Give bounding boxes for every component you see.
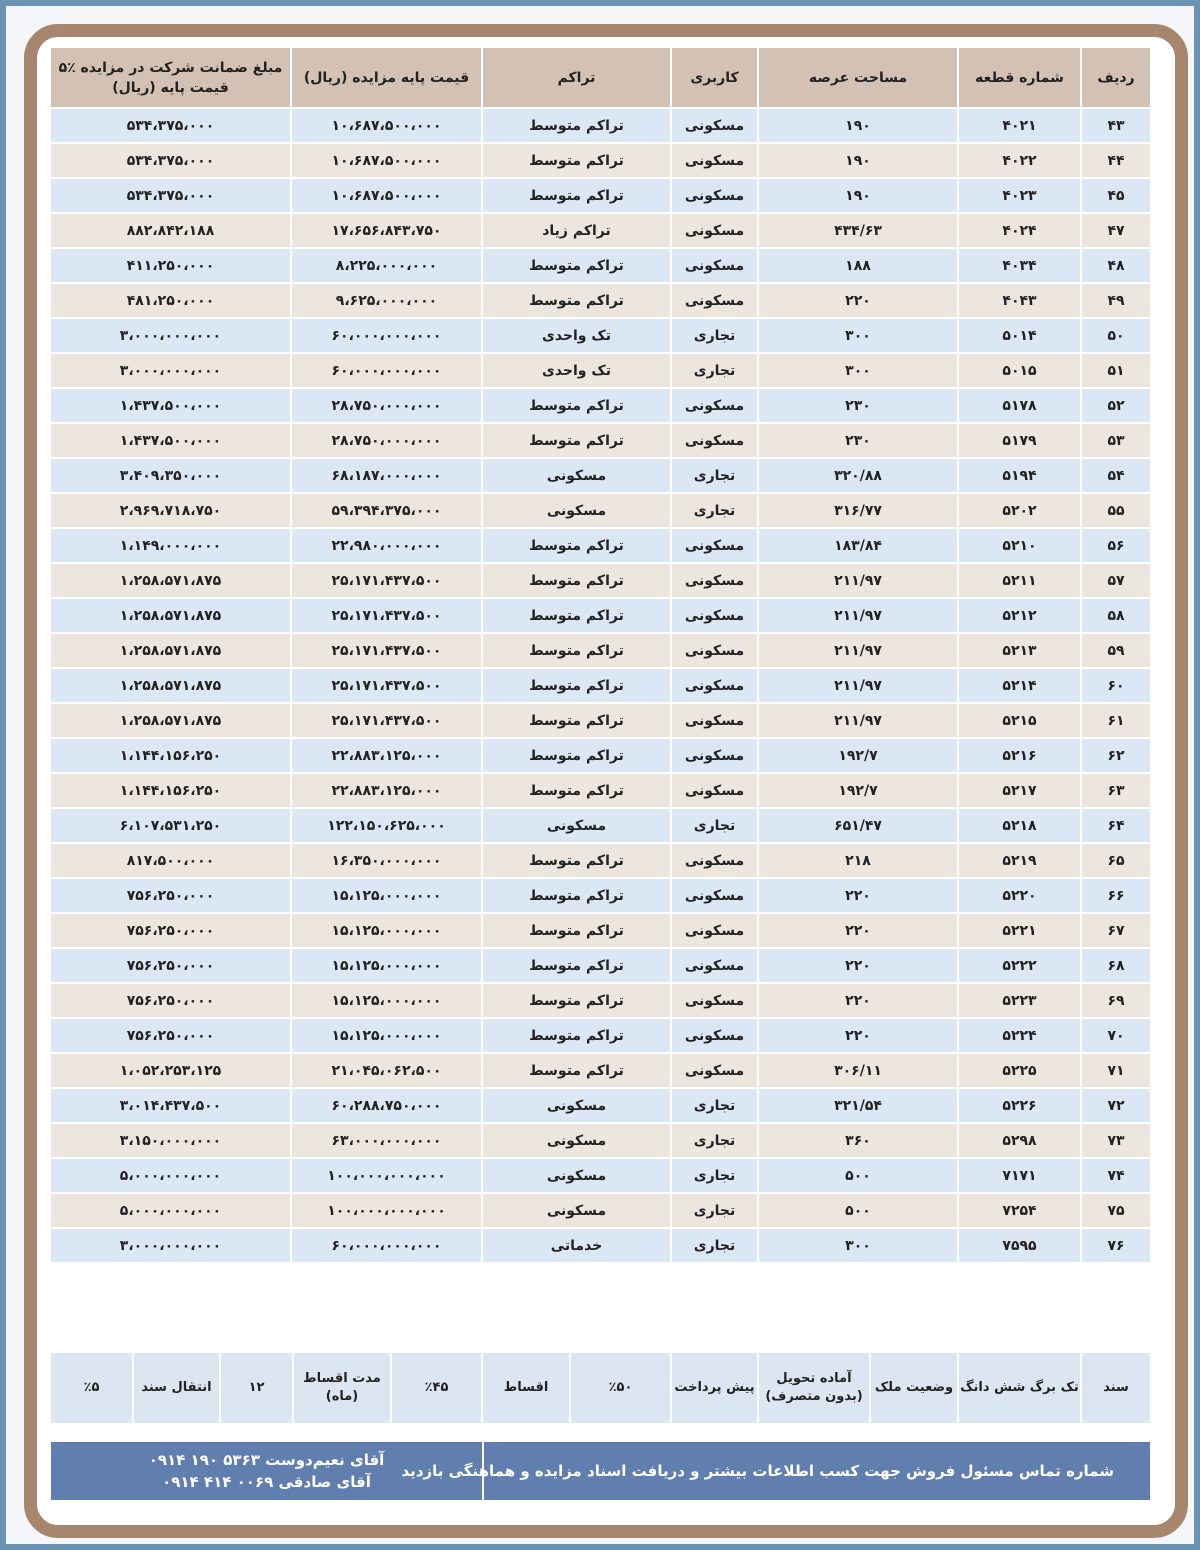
- cell-density: تراکم متوسط: [482, 283, 671, 318]
- cell-usage: تجاری: [671, 808, 758, 843]
- table-row: [50, 353, 1151, 388]
- cell-usage: مسکونی: [671, 668, 758, 703]
- cell-usage: مسکونی: [671, 283, 758, 318]
- cell-row-number: ۶۵: [1081, 843, 1151, 878]
- cell-plot-number: ۴۰۴۳: [958, 283, 1081, 318]
- cell-usage: مسکونی: [671, 983, 758, 1018]
- term-installments-value: ٪۴۵: [391, 1352, 482, 1424]
- cell-plot-number: ۵۲۲۱: [958, 913, 1081, 948]
- cell-row-number: ۵۵: [1081, 493, 1151, 528]
- cell-density: تراکم متوسط: [482, 423, 671, 458]
- cell-guarantee: ۵،۰۰۰،۰۰۰،۰۰۰: [50, 1158, 291, 1193]
- cell-area: ۳۰۶/۱۱: [758, 1053, 958, 1088]
- cell-usage: مسکونی: [671, 388, 758, 423]
- auction-table: [49, 46, 1152, 1264]
- cell-usage: مسکونی: [671, 843, 758, 878]
- cell-plot-number: ۷۲۵۴: [958, 1193, 1081, 1228]
- cell-row-number: ۶۰: [1081, 668, 1151, 703]
- cell-plot-number: ۵۰۱۵: [958, 353, 1081, 388]
- cell-guarantee: ۱،۲۵۸،۵۷۱،۸۷۵: [50, 598, 291, 633]
- term-status-label: وضعیت ملک: [870, 1352, 958, 1424]
- cell-base-price: ۲۸،۷۵۰،۰۰۰،۰۰۰: [291, 388, 482, 423]
- cell-base-price: ۱۷،۶۵۶،۸۴۳،۷۵۰: [291, 213, 482, 248]
- cell-base-price: ۲۸،۷۵۰،۰۰۰،۰۰۰: [291, 423, 482, 458]
- table-row: [50, 773, 1151, 808]
- cell-usage: مسکونی: [671, 423, 758, 458]
- cell-row-number: ۶۹: [1081, 983, 1151, 1018]
- cell-area: ۲۱۸: [758, 843, 958, 878]
- cell-guarantee: ۶،۱۰۷،۵۳۱،۲۵۰: [50, 808, 291, 843]
- cell-guarantee: ۲،۹۶۹،۷۱۸،۷۵۰: [50, 493, 291, 528]
- cell-density: خدماتی: [482, 1228, 671, 1263]
- col-header-plot-number: شماره قطعه: [958, 47, 1081, 108]
- cell-row-number: ۶۲: [1081, 738, 1151, 773]
- table-row: [50, 1228, 1151, 1263]
- table-row: [50, 1123, 1151, 1158]
- cell-area: ۲۱۱/۹۷: [758, 563, 958, 598]
- cell-usage: مسکونی: [671, 773, 758, 808]
- cell-plot-number: ۵۲۱۲: [958, 598, 1081, 633]
- cell-plot-number: ۵۲۲۳: [958, 983, 1081, 1018]
- cell-plot-number: ۵۲۱۸: [958, 808, 1081, 843]
- cell-density: تراکم متوسط: [482, 703, 671, 738]
- cell-plot-number: ۵۲۱۰: [958, 528, 1081, 563]
- cell-usage: مسکونی: [671, 1018, 758, 1053]
- term-transfer-value: ٪۵: [50, 1352, 133, 1424]
- cell-density: تک واحدی: [482, 353, 671, 388]
- cell-base-price: ۱۰،۶۸۷،۵۰۰،۰۰۰: [291, 108, 482, 143]
- table-row: [50, 1193, 1151, 1228]
- table-header-row: [50, 47, 1151, 108]
- cell-row-number: ۵۸: [1081, 598, 1151, 633]
- cell-base-price: ۲۵،۱۷۱،۴۳۷،۵۰۰: [291, 563, 482, 598]
- cell-guarantee: ۱،۲۵۸،۵۷۱،۸۷۵: [50, 563, 291, 598]
- cell-plot-number: ۵۲۲۴: [958, 1018, 1081, 1053]
- cell-area: ۲۲۰: [758, 1018, 958, 1053]
- col-header-base-price: قیمت پایه مزایده (ریال): [291, 47, 482, 108]
- cell-plot-number: ۵۲۲۲: [958, 948, 1081, 983]
- term-status-value: آماده تحویل (بدون متصرف): [758, 1352, 870, 1424]
- cell-row-number: ۷۶: [1081, 1228, 1151, 1263]
- cell-usage: مسکونی: [671, 913, 758, 948]
- cell-usage: تجاری: [671, 1088, 758, 1123]
- cell-plot-number: ۵۲۱۹: [958, 843, 1081, 878]
- cell-base-price: ۱۵،۱۲۵،۰۰۰،۰۰۰: [291, 1018, 482, 1053]
- term-prepayment-label: پیش پرداخت: [671, 1352, 758, 1424]
- cell-area: ۲۲۰: [758, 283, 958, 318]
- cell-row-number: ۴۸: [1081, 248, 1151, 283]
- table-row: [50, 213, 1151, 248]
- cell-area: ۲۱۱/۹۷: [758, 668, 958, 703]
- cell-area: ۳۰۰: [758, 318, 958, 353]
- cell-guarantee: ۳،۴۰۹،۳۵۰،۰۰۰: [50, 458, 291, 493]
- contact-line-2: آقای صادقی ۰۰۶۹ ۴۱۴ ۰۹۱۴: [162, 1473, 371, 1491]
- cell-usage: تجاری: [671, 458, 758, 493]
- cell-density: تراکم متوسط: [482, 773, 671, 808]
- cell-usage: مسکونی: [671, 143, 758, 178]
- cell-usage: تجاری: [671, 318, 758, 353]
- cell-row-number: ۴۴: [1081, 143, 1151, 178]
- cell-usage: تجاری: [671, 1228, 758, 1263]
- cell-guarantee: ۱،۰۵۲،۲۵۳،۱۲۵: [50, 1053, 291, 1088]
- cell-plot-number: ۴۰۲۱: [958, 108, 1081, 143]
- cell-guarantee: ۳،۰۱۴،۴۳۷،۵۰۰: [50, 1088, 291, 1123]
- cell-density: تراکم متوسط: [482, 1018, 671, 1053]
- cell-usage: مسکونی: [671, 1053, 758, 1088]
- table-row: [50, 423, 1151, 458]
- cell-area: ۱۸۳/۸۴: [758, 528, 958, 563]
- cell-area: ۳۰۰: [758, 353, 958, 388]
- cell-plot-number: ۵۲۱۳: [958, 633, 1081, 668]
- cell-usage: مسکونی: [671, 108, 758, 143]
- term-duration-value: ۱۲: [220, 1352, 293, 1424]
- cell-density: تراکم متوسط: [482, 598, 671, 633]
- cell-usage: مسکونی: [671, 878, 758, 913]
- cell-row-number: ۶۶: [1081, 878, 1151, 913]
- cell-area: ۳۲۰/۸۸: [758, 458, 958, 493]
- cell-guarantee: ۸۸۲،۸۴۲،۱۸۸: [50, 213, 291, 248]
- cell-base-price: ۸،۲۲۵،۰۰۰،۰۰۰: [291, 248, 482, 283]
- cell-density: تراکم متوسط: [482, 948, 671, 983]
- cell-guarantee: ۴۸۱،۲۵۰،۰۰۰: [50, 283, 291, 318]
- cell-plot-number: ۴۰۲۲: [958, 143, 1081, 178]
- cell-usage: تجاری: [671, 1123, 758, 1158]
- cell-density: مسکونی: [482, 808, 671, 843]
- cell-plot-number: ۵۲۱۷: [958, 773, 1081, 808]
- cell-area: ۳۲۱/۵۴: [758, 1088, 958, 1123]
- cell-plot-number: ۵۲۲۵: [958, 1053, 1081, 1088]
- cell-usage: مسکونی: [671, 738, 758, 773]
- cell-area: ۱۹۲/۷: [758, 738, 958, 773]
- cell-base-price: ۲۲،۸۸۳،۱۲۵،۰۰۰: [291, 738, 482, 773]
- cell-area: ۲۳۰: [758, 423, 958, 458]
- cell-area: ۲۱۱/۹۷: [758, 703, 958, 738]
- cell-row-number: ۷۲: [1081, 1088, 1151, 1123]
- cell-guarantee: ۱،۱۴۴،۱۵۶،۲۵۰: [50, 738, 291, 773]
- cell-row-number: ۶۸: [1081, 948, 1151, 983]
- table-row: [50, 808, 1151, 843]
- cell-plot-number: ۵۲۱۱: [958, 563, 1081, 598]
- cell-density: تراکم متوسط: [482, 983, 671, 1018]
- cell-plot-number: ۷۵۹۵: [958, 1228, 1081, 1263]
- cell-area: ۱۹۲/۷: [758, 773, 958, 808]
- cell-area: ۱۹۰: [758, 178, 958, 213]
- table-row: [50, 668, 1151, 703]
- cell-row-number: ۴۵: [1081, 178, 1151, 213]
- cell-usage: مسکونی: [671, 563, 758, 598]
- cell-area: ۲۲۰: [758, 948, 958, 983]
- col-header-guarantee: مبلغ ضمانت شرکت در مزایده ٪۵ قیمت پایه (ریال): [50, 47, 291, 108]
- table-row: [50, 948, 1151, 983]
- cell-plot-number: ۵۲۲۶: [958, 1088, 1081, 1123]
- cell-density: تراکم متوسط: [482, 668, 671, 703]
- cell-area: ۱۹۰: [758, 143, 958, 178]
- cell-base-price: ۲۲،۸۸۳،۱۲۵،۰۰۰: [291, 773, 482, 808]
- table-row: [50, 248, 1151, 283]
- cell-density: تراکم متوسط: [482, 633, 671, 668]
- cell-base-price: ۶۸،۱۸۷،۰۰۰،۰۰۰: [291, 458, 482, 493]
- cell-plot-number: ۵۲۱۵: [958, 703, 1081, 738]
- term-duration-label: مدت اقساط (ماه): [293, 1352, 391, 1424]
- cell-plot-number: ۷۱۷۱: [958, 1158, 1081, 1193]
- term-deed-label: سند: [1081, 1352, 1151, 1424]
- cell-guarantee: ۳،۰۰۰،۰۰۰،۰۰۰: [50, 1228, 291, 1263]
- table-row: [50, 458, 1151, 493]
- cell-area: ۳۰۰: [758, 1228, 958, 1263]
- cell-density: مسکونی: [482, 493, 671, 528]
- cell-guarantee: ۱،۲۵۸،۵۷۱،۸۷۵: [50, 703, 291, 738]
- cell-guarantee: ۳،۰۰۰،۰۰۰،۰۰۰: [50, 318, 291, 353]
- cell-plot-number: ۴۰۲۴: [958, 213, 1081, 248]
- cell-guarantee: ۳،۱۵۰،۰۰۰،۰۰۰: [50, 1123, 291, 1158]
- cell-row-number: ۶۳: [1081, 773, 1151, 808]
- terms-row: [50, 1352, 1151, 1424]
- contact-bar: [49, 1440, 1152, 1502]
- cell-guarantee: ۱،۴۳۷،۵۰۰،۰۰۰: [50, 423, 291, 458]
- cell-usage: تجاری: [671, 353, 758, 388]
- cell-guarantee: ۱،۲۵۸،۵۷۱،۸۷۵: [50, 668, 291, 703]
- cell-density: تراکم متوسط: [482, 143, 671, 178]
- cell-plot-number: ۵۱۹۴: [958, 458, 1081, 493]
- terms-table: [49, 1351, 1152, 1425]
- cell-row-number: ۷۱: [1081, 1053, 1151, 1088]
- cell-usage: مسکونی: [671, 703, 758, 738]
- cell-row-number: ۷۵: [1081, 1193, 1151, 1228]
- cell-usage: مسکونی: [671, 248, 758, 283]
- cell-base-price: ۲۵،۱۷۱،۴۳۷،۵۰۰: [291, 703, 482, 738]
- cell-row-number: ۷۰: [1081, 1018, 1151, 1053]
- cell-usage: مسکونی: [671, 528, 758, 563]
- table-row: [50, 598, 1151, 633]
- contact-description: شماره تماس مسئول فروش جهت کسب اطلاعات بیشتر و دریافت اسناد مزایده و هماهنگی بازدید: [483, 1441, 1151, 1501]
- cell-base-price: ۱۲۲،۱۵۰،۶۲۵،۰۰۰: [291, 808, 482, 843]
- table-row: [50, 563, 1151, 598]
- cell-row-number: ۴۹: [1081, 283, 1151, 318]
- cell-base-price: ۲۵،۱۷۱،۴۳۷،۵۰۰: [291, 598, 482, 633]
- cell-guarantee: ۸۱۷،۵۰۰،۰۰۰: [50, 843, 291, 878]
- cell-density: تراکم متوسط: [482, 528, 671, 563]
- cell-base-price: ۲۲،۹۸۰،۰۰۰،۰۰۰: [291, 528, 482, 563]
- cell-plot-number: ۴۰۲۳: [958, 178, 1081, 213]
- cell-plot-number: ۵۲۱۴: [958, 668, 1081, 703]
- cell-row-number: ۶۱: [1081, 703, 1151, 738]
- cell-plot-number: ۵۲۰۲: [958, 493, 1081, 528]
- cell-plot-number: ۴۰۳۴: [958, 248, 1081, 283]
- term-transfer-label: انتقال سند: [133, 1352, 220, 1424]
- table-row: [50, 1088, 1151, 1123]
- cell-guarantee: ۷۵۶،۲۵۰،۰۰۰: [50, 1018, 291, 1053]
- cell-guarantee: ۱،۴۳۷،۵۰۰،۰۰۰: [50, 388, 291, 423]
- cell-guarantee: ۵،۰۰۰،۰۰۰،۰۰۰: [50, 1193, 291, 1228]
- cell-row-number: ۷۴: [1081, 1158, 1151, 1193]
- cell-base-price: ۶۰،۰۰۰،۰۰۰،۰۰۰: [291, 1228, 482, 1263]
- cell-usage: تجاری: [671, 493, 758, 528]
- cell-base-price: ۱۵،۱۲۵،۰۰۰،۰۰۰: [291, 878, 482, 913]
- table-row: [50, 528, 1151, 563]
- term-deed-value: تک برگ شش دانگ: [958, 1352, 1081, 1424]
- cell-area: ۴۳۴/۶۳: [758, 213, 958, 248]
- cell-guarantee: ۵۳۴،۳۷۵،۰۰۰: [50, 178, 291, 213]
- contact-line-1: آقای نعیم‌دوست ۵۳۶۳ ۱۹۰ ۰۹۱۴: [148, 1451, 385, 1469]
- cell-base-price: ۱۵،۱۲۵،۰۰۰،۰۰۰: [291, 948, 482, 983]
- cell-base-price: ۱۶،۳۵۰،۰۰۰،۰۰۰: [291, 843, 482, 878]
- table-row: [50, 983, 1151, 1018]
- cell-area: ۳۱۶/۷۷: [758, 493, 958, 528]
- cell-area: ۲۲۰: [758, 878, 958, 913]
- col-header-row-number: ردیف: [1081, 47, 1151, 108]
- table-row: [50, 283, 1151, 318]
- cell-base-price: ۲۵،۱۷۱،۴۳۷،۵۰۰: [291, 633, 482, 668]
- cell-plot-number: ۵۲۹۸: [958, 1123, 1081, 1158]
- cell-guarantee: ۳،۰۰۰،۰۰۰،۰۰۰: [50, 353, 291, 388]
- cell-area: ۲۲۰: [758, 983, 958, 1018]
- cell-row-number: ۷۳: [1081, 1123, 1151, 1158]
- cell-area: ۱۹۰: [758, 108, 958, 143]
- cell-row-number: ۶۴: [1081, 808, 1151, 843]
- cell-guarantee: ۱،۲۵۸،۵۷۱،۸۷۵: [50, 633, 291, 668]
- table-row: [50, 913, 1151, 948]
- cell-area: ۲۲۰: [758, 913, 958, 948]
- cell-usage: مسکونی: [671, 598, 758, 633]
- cell-base-price: ۱۵،۱۲۵،۰۰۰،۰۰۰: [291, 983, 482, 1018]
- cell-plot-number: ۵۰۱۴: [958, 318, 1081, 353]
- cell-density: تراکم متوسط: [482, 388, 671, 423]
- table-row: [50, 1053, 1151, 1088]
- cell-area: ۳۶۰: [758, 1123, 958, 1158]
- cell-area: ۲۳۰: [758, 388, 958, 423]
- cell-density: تراکم متوسط: [482, 108, 671, 143]
- cell-area: ۶۵۱/۴۷: [758, 808, 958, 843]
- cell-usage: تجاری: [671, 1158, 758, 1193]
- col-header-area: مساحت عرصه: [758, 47, 958, 108]
- cell-row-number: ۴۷: [1081, 213, 1151, 248]
- cell-area: ۱۸۸: [758, 248, 958, 283]
- cell-row-number: ۵۴: [1081, 458, 1151, 493]
- table-row: [50, 1018, 1151, 1053]
- col-header-usage: کاربری: [671, 47, 758, 108]
- cell-base-price: ۱۰۰،۰۰۰،۰۰۰،۰۰۰: [291, 1193, 482, 1228]
- cell-area: ۵۰۰: [758, 1193, 958, 1228]
- cell-guarantee: ۷۵۶،۲۵۰،۰۰۰: [50, 983, 291, 1018]
- cell-guarantee: ۴۱۱،۲۵۰،۰۰۰: [50, 248, 291, 283]
- cell-usage: مسکونی: [671, 178, 758, 213]
- table-row: [50, 878, 1151, 913]
- cell-density: تراکم متوسط: [482, 1053, 671, 1088]
- cell-base-price: ۶۰،۰۰۰،۰۰۰،۰۰۰: [291, 353, 482, 388]
- cell-base-price: ۵۹،۳۹۴،۳۷۵،۰۰۰: [291, 493, 482, 528]
- cell-base-price: ۱۰۰،۰۰۰،۰۰۰،۰۰۰: [291, 1158, 482, 1193]
- cell-density: تراکم متوسط: [482, 563, 671, 598]
- cell-density: تراکم زیاد: [482, 213, 671, 248]
- cell-plot-number: ۵۱۷۸: [958, 388, 1081, 423]
- col-header-density: تراکم: [482, 47, 671, 108]
- table-row: [50, 738, 1151, 773]
- table-row: [50, 108, 1151, 143]
- cell-guarantee: ۱،۱۴۹،۰۰۰،۰۰۰: [50, 528, 291, 563]
- term-installments-label: اقساط: [482, 1352, 570, 1424]
- cell-density: تراکم متوسط: [482, 878, 671, 913]
- cell-area: ۲۱۱/۹۷: [758, 633, 958, 668]
- table-row: [50, 178, 1151, 213]
- cell-base-price: ۶۳،۰۰۰،۰۰۰،۰۰۰: [291, 1123, 482, 1158]
- cell-density: مسکونی: [482, 458, 671, 493]
- term-prepayment-value: ٪۵۰: [570, 1352, 671, 1424]
- cell-usage: تجاری: [671, 1193, 758, 1228]
- cell-density: مسکونی: [482, 1123, 671, 1158]
- cell-guarantee: ۵۳۴،۳۷۵،۰۰۰: [50, 108, 291, 143]
- table-row: [50, 1158, 1151, 1193]
- cell-base-price: ۱۰،۶۸۷،۵۰۰،۰۰۰: [291, 143, 482, 178]
- cell-area: ۲۱۱/۹۷: [758, 598, 958, 633]
- cell-base-price: ۲۱،۰۴۵،۰۶۲،۵۰۰: [291, 1053, 482, 1088]
- cell-row-number: ۵۲: [1081, 388, 1151, 423]
- cell-guarantee: ۵۳۴،۳۷۵،۰۰۰: [50, 143, 291, 178]
- cell-base-price: ۲۵،۱۷۱،۴۳۷،۵۰۰: [291, 668, 482, 703]
- cell-density: تراکم متوسط: [482, 178, 671, 213]
- cell-guarantee: ۷۵۶،۲۵۰،۰۰۰: [50, 948, 291, 983]
- table-row: [50, 318, 1151, 353]
- cell-density: تراکم متوسط: [482, 248, 671, 283]
- cell-area: ۵۰۰: [758, 1158, 958, 1193]
- cell-usage: مسکونی: [671, 948, 758, 983]
- cell-row-number: ۵۱: [1081, 353, 1151, 388]
- cell-row-number: ۶۷: [1081, 913, 1151, 948]
- cell-plot-number: ۵۲۱۶: [958, 738, 1081, 773]
- table-row: [50, 633, 1151, 668]
- cell-density: تک واحدی: [482, 318, 671, 353]
- cell-base-price: ۹،۶۲۵،۰۰۰،۰۰۰: [291, 283, 482, 318]
- cell-row-number: ۴۳: [1081, 108, 1151, 143]
- cell-row-number: ۵۳: [1081, 423, 1151, 458]
- cell-density: مسکونی: [482, 1158, 671, 1193]
- cell-usage: مسکونی: [671, 633, 758, 668]
- cell-base-price: ۱۰،۶۸۷،۵۰۰،۰۰۰: [291, 178, 482, 213]
- cell-density: تراکم متوسط: [482, 913, 671, 948]
- cell-plot-number: ۵۲۲۰: [958, 878, 1081, 913]
- table-row: [50, 703, 1151, 738]
- table-row: [50, 843, 1151, 878]
- cell-row-number: ۵۶: [1081, 528, 1151, 563]
- cell-row-number: ۵۷: [1081, 563, 1151, 598]
- cell-guarantee: ۱،۱۴۴،۱۵۶،۲۵۰: [50, 773, 291, 808]
- cell-guarantee: ۷۵۶،۲۵۰،۰۰۰: [50, 878, 291, 913]
- cell-base-price: ۱۵،۱۲۵،۰۰۰،۰۰۰: [291, 913, 482, 948]
- table-row: [50, 493, 1151, 528]
- cell-density: مسکونی: [482, 1193, 671, 1228]
- table-row: [50, 388, 1151, 423]
- cell-row-number: ۵۹: [1081, 633, 1151, 668]
- cell-guarantee: ۷۵۶،۲۵۰،۰۰۰: [50, 913, 291, 948]
- cell-row-number: ۵۰: [1081, 318, 1151, 353]
- cell-base-price: ۶۰،۲۸۸،۷۵۰،۰۰۰: [291, 1088, 482, 1123]
- cell-density: مسکونی: [482, 1088, 671, 1123]
- cell-usage: مسکونی: [671, 213, 758, 248]
- cell-plot-number: ۵۱۷۹: [958, 423, 1081, 458]
- cell-base-price: ۶۰،۰۰۰،۰۰۰،۰۰۰: [291, 318, 482, 353]
- table-row: [50, 143, 1151, 178]
- cell-density: تراکم متوسط: [482, 843, 671, 878]
- cell-density: تراکم متوسط: [482, 738, 671, 773]
